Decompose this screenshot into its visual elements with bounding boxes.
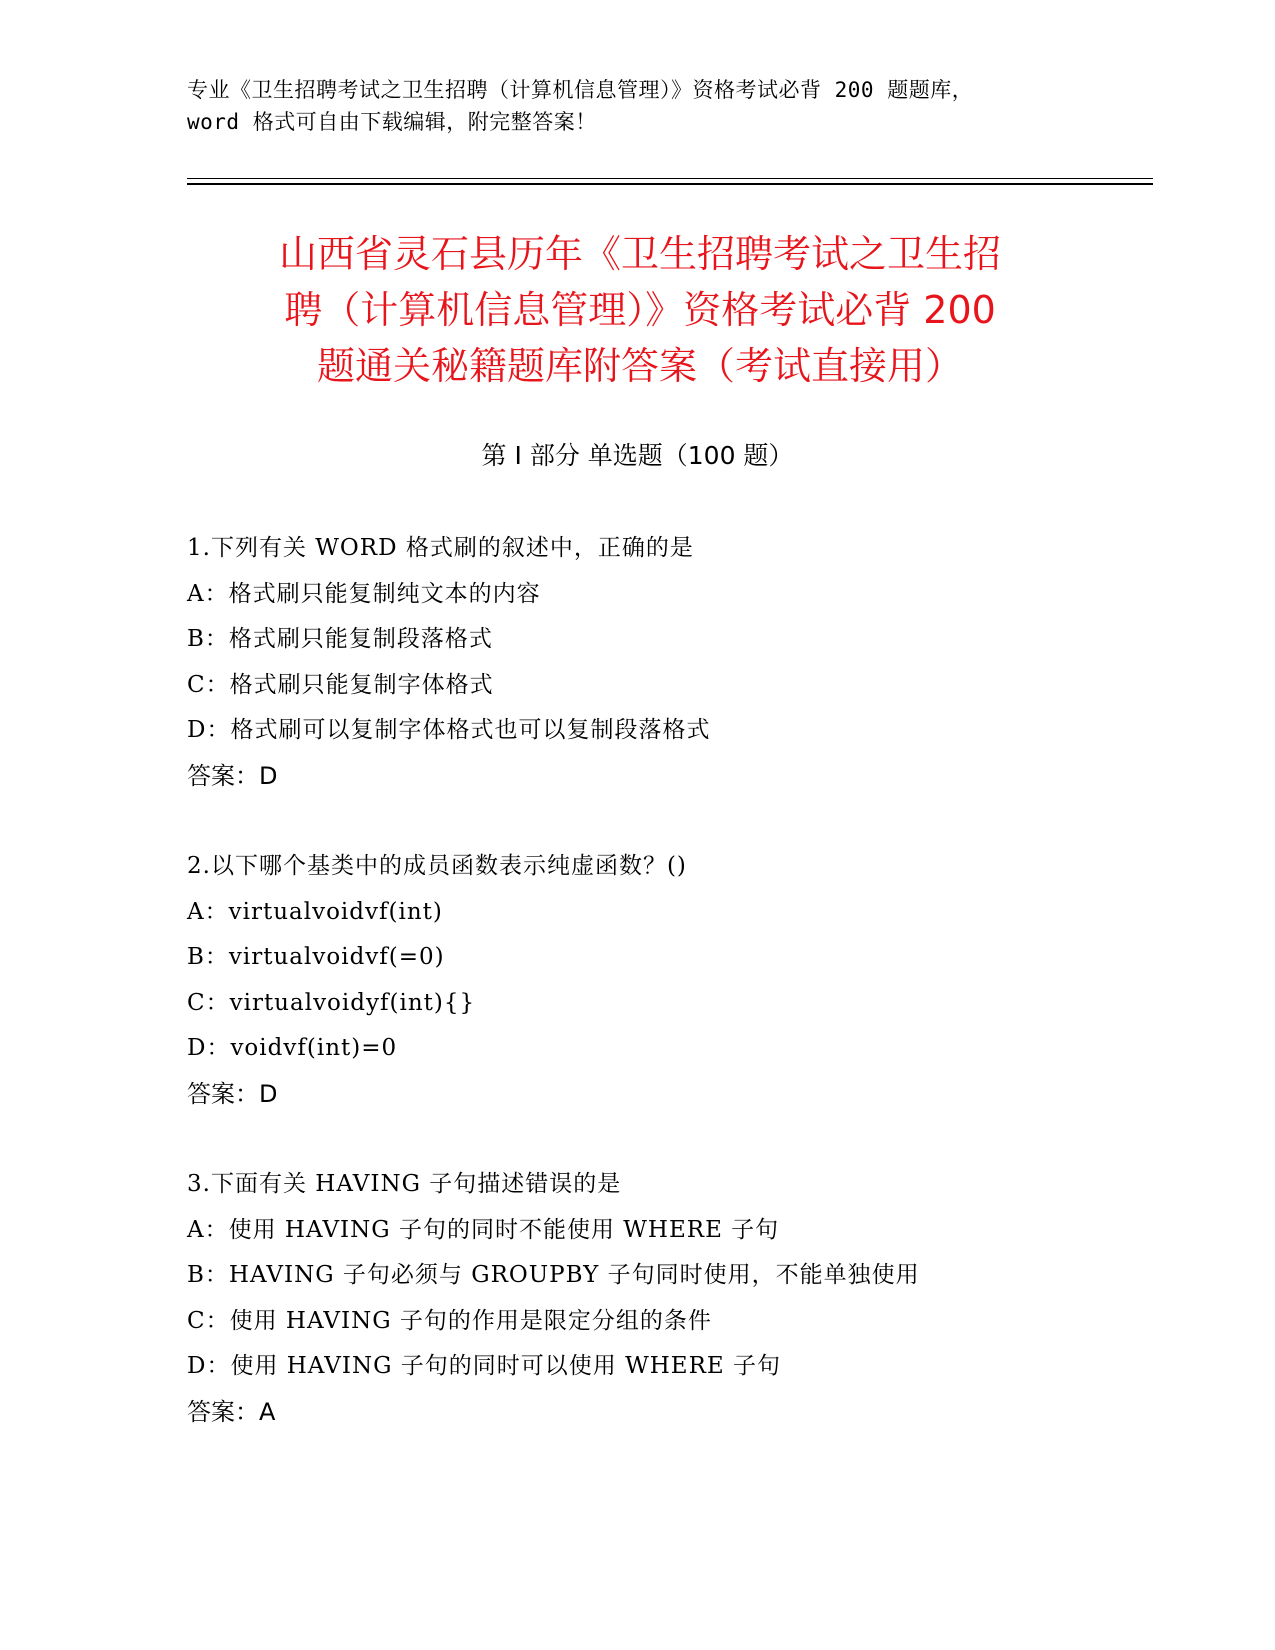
question-1 bbox=[187, 526, 1167, 799]
option-b: B：virtualvoidvf(=0) bbox=[187, 944, 445, 970]
option-c: C：使用 HAVING 子句的作用是限定分组的条件 bbox=[187, 1307, 712, 1334]
option-a: A：格式刷只能复制纯文本的内容 bbox=[187, 580, 541, 607]
option-b: B：格式刷只能复制段落格式 bbox=[187, 626, 493, 652]
option-a: A：使用 HAVING 子句的同时不能使用 WHERE 子句 bbox=[187, 1216, 780, 1243]
option-d: D：格式刷可以复制字体格式也可以复制段落格式 bbox=[187, 717, 711, 743]
option-b: B：HAVING 子句必须与 GROUPBY 子句同时使用，不能单独使用 bbox=[187, 1262, 920, 1288]
document-title bbox=[160, 226, 1120, 394]
header-divider-thin bbox=[187, 178, 1153, 179]
header-note-line-2: word 格式可自由下载编辑，附完整答案！ bbox=[187, 110, 597, 134]
header-note bbox=[187, 74, 1087, 138]
section-heading: 第 I 部分 单选题（100 题） bbox=[481, 441, 794, 470]
question-3 bbox=[187, 1162, 1167, 1435]
option-d: D：voidvf(int)=0 bbox=[187, 1035, 398, 1061]
option-c: C：格式刷只能复制字体格式 bbox=[187, 671, 494, 698]
title-line-2: 聘（计算机信息管理）》资格考试必背 200 bbox=[284, 288, 996, 332]
question-stem: 1.下列有关 WORD 格式刷的叙述中，正确的是 bbox=[187, 535, 694, 561]
title-line-3: 题通关秘籍题库附答案（考试直接用） bbox=[316, 344, 963, 388]
question-list bbox=[187, 526, 1167, 1480]
title-line-1: 山西省灵石县历年《卫生招聘考试之卫生招 bbox=[278, 232, 1001, 276]
option-c: C：virtualvoidyf(int){} bbox=[187, 989, 476, 1016]
header-note-line-1: 专业《卫生招聘考试之卫生招聘（计算机信息管理）》资格考试必背 200 题题库， bbox=[187, 78, 974, 102]
option-a: A：virtualvoidvf(int) bbox=[187, 898, 443, 925]
header-divider-thick bbox=[187, 183, 1153, 185]
question-stem: 3.下面有关 HAVING 子句描述错误的是 bbox=[187, 1171, 622, 1197]
option-d: D：使用 HAVING 子句的同时可以使用 WHERE 子句 bbox=[187, 1353, 781, 1379]
question-2 bbox=[187, 844, 1167, 1117]
question-stem: 2.以下哪个基类中的成员函数表示纯虚函数？() bbox=[187, 853, 687, 879]
answer: 答案：D bbox=[187, 1079, 278, 1108]
answer: 答案：A bbox=[187, 1397, 276, 1426]
answer: 答案：D bbox=[187, 761, 278, 790]
